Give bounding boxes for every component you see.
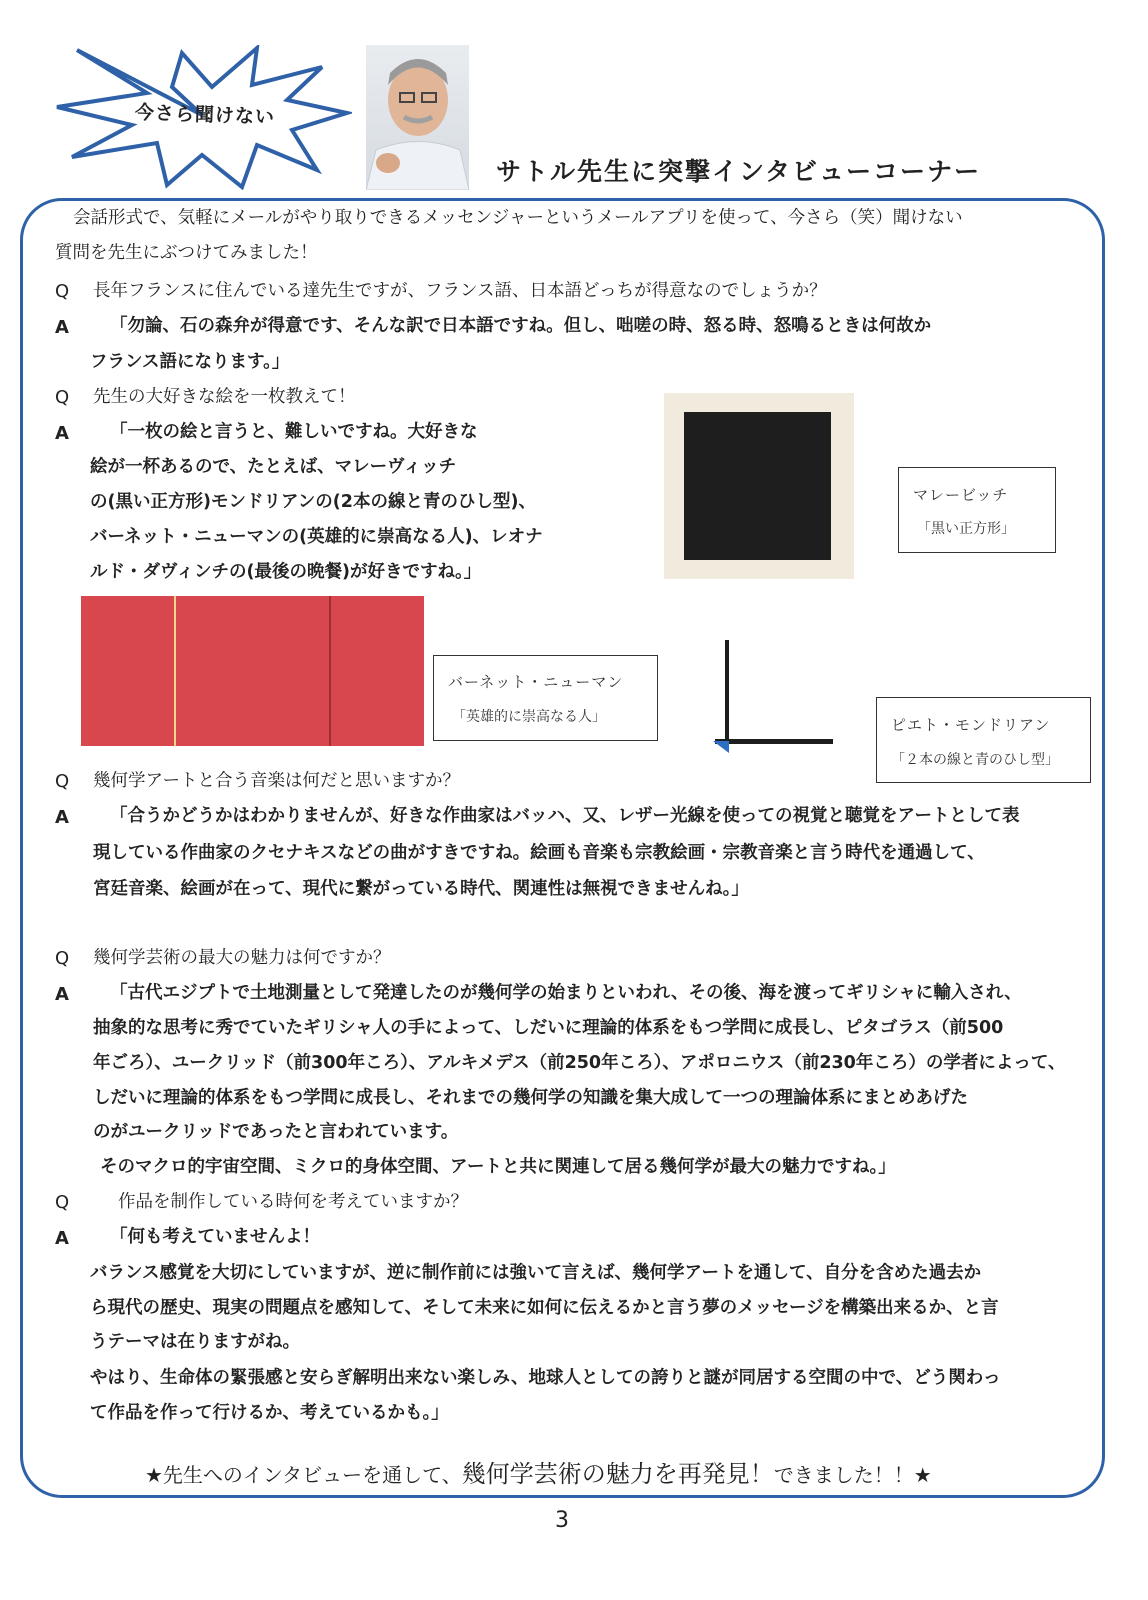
answer-line: バーネット・ニューマンの(英雄的に崇高なる人)、レオナ [90,527,543,547]
closing-part: できました！！★ [773,1463,932,1487]
answer-line: フランス語になります。」 [90,352,290,372]
zip-stripe [174,596,176,746]
answer-line: 年ごろ）、ユークリッド（前300年ころ）、アルキメデス（前250年ころ）、アポロニウス（前230年ころ）の学者によって、 [93,1053,1066,1073]
answer-line: て作品を作って行けるか、考えているかも。」 [90,1403,449,1423]
mondrian-caption [876,697,1091,783]
answer-line: 抽象的な思考に秀でていたギリシャ人の手によって、しだいに理論的体系をもつ学問に成長し、ピタゴラス（前500 [93,1018,1004,1038]
closing-highlight: 幾何学芸術の魅力を再発見！ [461,1460,774,1488]
answer-line: 「一枚の絵と言うと、難しいですね。大好きな [110,422,478,442]
caption-artist: バーネット・ニューマン [448,673,624,691]
answer-marker: A [55,984,69,1005]
answer-line: バランス感覚を大切にしていますが、逆に制作前には強いて言えば、幾何学アートを通して、自分を含めた過去か [90,1263,982,1283]
caption-artist: ピエト・モンドリアン [891,716,1051,734]
zip-stripe [329,596,331,746]
black-square [684,412,831,560]
caption-work: 「黒い正方形」 [917,521,1015,537]
answer-marker: A [55,317,69,338]
page-number: 3 [555,1508,569,1533]
mondrian-painting [705,625,835,765]
question-text: 長年フランスに住んでいる達先生ですが、フランス語、日本語どっちが得意なのでしょうか？ [93,281,827,301]
question-text: 先生の大好きな絵を一枚教えて！ [93,387,356,407]
malevich-caption [898,467,1056,553]
question-marker: Q [55,948,70,969]
teacher-photo [366,45,469,190]
newman-caption [433,655,658,741]
question-marker: Q [55,1192,70,1213]
answer-line: やはり、生命体の緊張感と安らぎ解明出来ない楽しみ、地球人としての誇りと謎が同居する空間の中で、どう関わっ [90,1368,1001,1388]
answer-line: の(黒い正方形)モンドリアンの(2本の線と青のひし型)、 [90,492,536,512]
answer-line: 「合うかどうかはわかりませんが、好きな作曲家はバッハ、又、レザー光線を使っての視覚と聴覚をアートとして表 [110,806,1020,826]
answer-line: 「何も考えていませんよ！ [110,1227,320,1247]
answer-line: のがユークリッドであったと言われています。 [93,1122,459,1142]
question-marker: Q [55,771,70,792]
answer-line: ルド・ダヴィンチの(最後の晩餐)が好きですね。」 [90,562,482,582]
intro-line: 質問を先生にぶつけてみました！ [55,243,318,263]
caption-work: 「２本の線と青のひし型」 [891,752,1059,768]
badge-text: 今さら聞けない [134,101,276,129]
question-text: 幾何学アートと合う音楽は何だと思いますか？ [93,771,460,791]
answer-marker: A [55,423,69,444]
page-title: サトル先生に突撃インタビューコーナー [496,157,982,186]
answer-marker: A [55,1228,69,1249]
answer-line: 「勿論、石の森弁が得意です、そんな訳で日本語ですね。但し、咄嗟の時、怒る時、怒鳴るときは何故か [110,316,932,336]
answer-line: ら現代の歴史、現実の問題点を感知して、そして未来に如何に伝えるかと言う夢のメッセージを構築出来るか、と言 [90,1298,999,1318]
newman-painting [81,596,424,746]
caption-artist: マレービッチ [913,486,1009,504]
answer-line: うテーマは在りますがね。 [90,1332,300,1352]
closing-part: ★先生へのインタビューを通して、 [145,1463,462,1487]
caption-work: 「英雄的に崇高なる人」 [452,709,606,725]
question-marker: Q [55,281,70,302]
answer-marker: A [55,807,69,828]
answer-line: しだいに理論的体系をもつ学問に成長し、それまでの幾何学の知識を集大成して一つの理論体系にまとめあげた [93,1088,968,1108]
question-text: 幾何学芸術の最大の魅力は何ですか？ [93,948,391,968]
answer-line: そのマクロ的宇宙空間、ミクロ的身体空間、アートと共に関連して居る幾何学が最大の魅力ですね。」 [100,1157,896,1177]
answer-line: 現している作曲家のクセナキスなどの曲がすきですね。絵画も音楽も宗教絵画・宗教音楽と言う時代を通過して、 [93,843,985,863]
closing-message [145,1454,932,1489]
intro-line: 会話形式で、気軽にメールがやり取りできるメッセンジャーというメールアプリを使って、今さら（笑）聞けない [73,208,963,228]
answer-line: 絵が一杯あるので、たとえば、マレーヴィッチ [90,457,457,477]
question-text: 作品を制作している時何を考えていますか？ [118,1192,468,1212]
answer-line: 宮廷音楽、絵画が在って、現代に繋がっている時代、関連性は無視できませんね。」 [93,879,749,899]
answer-line: 「古代エジプトで土地測量として発達したのが幾何学の始まりといわれ、その後、海を渡ってギリシャに輸入され、 [110,983,1022,1003]
question-marker: Q [55,387,70,408]
